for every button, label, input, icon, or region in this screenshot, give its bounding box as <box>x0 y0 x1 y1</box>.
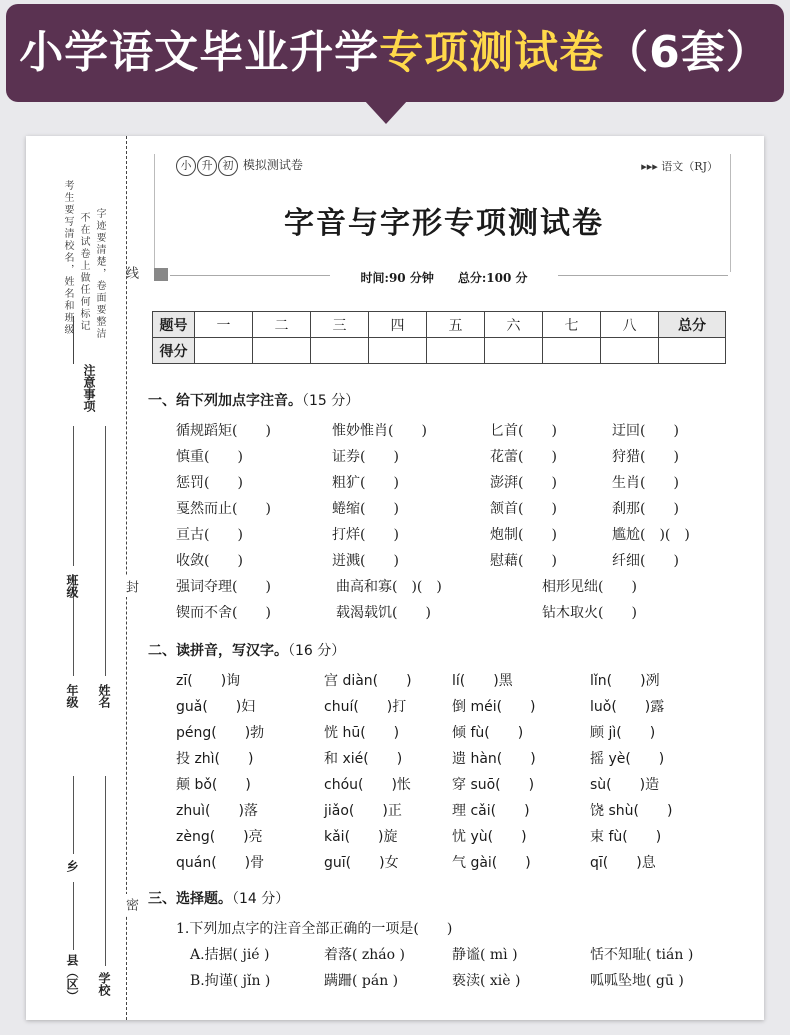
write-character-item[interactable]: 遗 hàn( ) <box>452 751 536 767</box>
col-8: 八 <box>601 312 659 338</box>
col-6: 六 <box>485 312 543 338</box>
write-character-item[interactable]: 理 cǎi( ) <box>452 803 530 819</box>
score-cell[interactable] <box>427 338 485 364</box>
write-character-item[interactable]: 顾 jì( ) <box>590 725 656 741</box>
township-field[interactable] <box>73 776 74 854</box>
banner-title-highlight: 专项测试卷 <box>379 27 605 78</box>
class-field[interactable] <box>73 426 74 566</box>
write-character-item[interactable]: 投 zhì( ) <box>176 751 254 767</box>
school-field[interactable] <box>105 776 106 966</box>
side-note-3: 字迹要清楚，卷面要整洁 <box>94 208 105 340</box>
write-character-item[interactable]: 倒 méi( ) <box>452 699 536 715</box>
choice-option-rowb-3: 呱呱坠地( gū ) <box>590 973 684 989</box>
score-table-header-row <box>153 312 726 338</box>
write-character-item[interactable]: sù( )造 <box>590 777 660 793</box>
write-character-item[interactable]: 和 xié( ) <box>324 751 403 767</box>
section-3-points: （14 分） <box>232 891 290 907</box>
line-mark: 线 <box>123 266 138 279</box>
score-table-score-row <box>153 338 726 364</box>
page-title: 字音与字形专项测试卷 <box>284 206 604 241</box>
section-2-heading: 二、读拼音，写汉字。 <box>148 643 288 659</box>
col-7: 七 <box>543 312 601 338</box>
county-field[interactable] <box>73 882 74 950</box>
write-character-item[interactable]: chuí( )打 <box>324 699 407 715</box>
section-3-title <box>148 888 289 908</box>
pinyin-annotation-item[interactable]: 尴尬( )( ) <box>612 527 690 543</box>
pinyin-annotation-item[interactable]: 打烊( ) <box>332 527 399 543</box>
score-cell[interactable] <box>369 338 427 364</box>
subject-label: ▸▸▸ 语文（RJ） <box>641 160 718 173</box>
county-label: 县（区） <box>65 954 79 1002</box>
series-char-2: 升 <box>197 156 217 176</box>
write-character-item[interactable]: guī( )女 <box>324 855 399 871</box>
score-cell[interactable] <box>543 338 601 364</box>
write-character-item[interactable]: zhuì( )落 <box>176 803 258 819</box>
write-character-item[interactable]: péng( )勃 <box>176 725 265 741</box>
section-3-heading: 三、选择题。 <box>148 891 232 907</box>
series-char-3: 初 <box>218 156 238 176</box>
write-character-item[interactable]: zèng( )亮 <box>176 829 263 845</box>
write-character-item[interactable]: 忧 yù( ) <box>452 829 527 845</box>
pinyin-annotation-item[interactable]: 证券( ) <box>332 449 399 465</box>
exam-paper <box>26 136 764 1020</box>
choice-option-rowa-0[interactable]: A.拮据( jié ) <box>190 947 270 963</box>
write-character-item[interactable]: 饶 shù( ) <box>590 803 673 819</box>
score-table <box>152 311 726 364</box>
pinyin-annotation-item[interactable]: 慰藉( ) <box>490 553 557 569</box>
notice-divider <box>73 316 74 364</box>
pinyin-annotation-item[interactable]: 狩猎( ) <box>612 449 679 465</box>
col-3: 三 <box>311 312 369 338</box>
banner-title-prefix: 小学语文毕业升学 <box>19 27 380 78</box>
pinyin-annotation-item[interactable]: 锲而不舍( ) <box>176 605 271 621</box>
pinyin-annotation-item[interactable]: 强词夺理( ) <box>176 579 271 595</box>
series-label <box>176 156 303 176</box>
pinyin-annotation-item[interactable]: 花蕾( ) <box>490 449 557 465</box>
mi-mark: 密 <box>121 894 140 915</box>
col-5: 五 <box>427 312 485 338</box>
pinyin-annotation-item[interactable]: 匕首( ) <box>490 423 557 439</box>
pinyin-annotation-item[interactable]: 粗犷( ) <box>332 475 399 491</box>
banner-title <box>6 4 784 102</box>
question-1: 1.下列加点字的注音全部正确的一项是( ) <box>176 921 453 937</box>
write-character-item[interactable]: 倾 fù( ) <box>452 725 524 741</box>
pinyin-annotation-item[interactable]: 颔首( ) <box>490 501 557 517</box>
write-character-item[interactable]: 气 gài( ) <box>452 855 531 871</box>
section-2-title <box>148 640 345 660</box>
write-character-item[interactable]: kǎi( )旋 <box>324 829 398 845</box>
pinyin-annotation-item[interactable]: 亘古( ) <box>176 527 243 543</box>
choice-option-rowa-2: 静谧( mì ) <box>452 947 518 963</box>
banner <box>6 4 784 102</box>
write-character-item[interactable]: jiǎo( )正 <box>324 803 402 819</box>
pinyin-annotation-item[interactable]: 惟妙惟肖( ) <box>332 423 427 439</box>
write-character-item[interactable]: zī( )询 <box>176 673 241 689</box>
pinyin-annotation-item[interactable]: 相形见绌( ) <box>542 579 637 595</box>
side-note-1: 考生要写清校名，姓名和班级 <box>62 180 73 336</box>
township-label: 乡 <box>65 860 79 872</box>
pinyin-annotation-item[interactable]: 炮制( ) <box>490 527 557 543</box>
pinyin-annotation-item[interactable]: 戛然而止( ) <box>176 501 271 517</box>
name-field[interactable] <box>105 426 106 676</box>
notice-label: 注意事项 <box>82 364 96 412</box>
pinyin-annotation-item[interactable]: 纤细( ) <box>612 553 679 569</box>
col-2: 二 <box>253 312 311 338</box>
pinyin-annotation-item[interactable]: 收敛( ) <box>176 553 243 569</box>
section-2-points: （16 分） <box>288 643 346 659</box>
class-label: 班级 <box>65 574 79 598</box>
write-character-item[interactable]: quán( )骨 <box>176 855 265 871</box>
banner-pointer <box>364 100 408 124</box>
write-character-item[interactable]: 束 fù( ) <box>590 829 662 845</box>
choice-option-rowa-3: 恬不知耻( tián ) <box>590 947 694 963</box>
write-character-item[interactable]: 恍 hū( ) <box>324 725 400 741</box>
pinyin-annotation-item[interactable]: 生肖( ) <box>612 475 679 491</box>
score-cell[interactable] <box>195 338 253 364</box>
banner-title-suffix: （6套） <box>604 27 771 78</box>
total-label: 总分 <box>659 312 726 338</box>
write-character-item[interactable]: luǒ( )露 <box>590 699 665 715</box>
write-character-item[interactable]: qī( )息 <box>590 855 656 871</box>
write-character-item[interactable]: 摇 yè( ) <box>590 751 665 767</box>
score-label: 得分 <box>153 338 195 364</box>
pinyin-annotation-item[interactable]: 曲高和寡( )( ) <box>336 579 442 595</box>
pinyin-annotation-item[interactable]: 澎湃( ) <box>490 475 557 491</box>
section-1-points: （15 分） <box>302 393 360 409</box>
choice-option-rowb-0[interactable]: B.拘谨( jǐn ) <box>190 973 271 989</box>
section-1-title <box>148 390 359 410</box>
section-1-heading: 一、给下列加点字注音。 <box>148 393 302 409</box>
seal-mark: 封 <box>121 576 140 597</box>
series-char-1: 小 <box>176 156 196 176</box>
total-score-cell[interactable] <box>659 338 726 364</box>
score-cell[interactable] <box>253 338 311 364</box>
write-character-item[interactable]: 宫 diàn( ) <box>324 673 412 689</box>
school-label: 学校 <box>97 972 111 996</box>
pinyin-annotation-item[interactable]: 惩罚( ) <box>176 475 243 491</box>
write-character-item[interactable]: 颠 bǒ( ) <box>176 777 251 793</box>
time-and-score: 时间:90 分钟 总分:100 分 <box>360 271 528 285</box>
write-character-item[interactable]: guǎ( )妇 <box>176 699 256 715</box>
pinyin-annotation-item[interactable]: 蜷缩( ) <box>332 501 399 517</box>
score-cell[interactable] <box>311 338 369 364</box>
pinyin-annotation-item[interactable]: 钻木取火( ) <box>542 605 637 621</box>
pinyin-annotation-item[interactable]: 载渴载饥( ) <box>336 605 431 621</box>
write-character-item[interactable]: chóu( )怅 <box>324 777 411 793</box>
col-4: 四 <box>369 312 427 338</box>
grade-label: 年级 <box>65 684 79 708</box>
pinyin-annotation-item[interactable]: 循规蹈矩( ) <box>176 423 271 439</box>
col-1: 一 <box>195 312 253 338</box>
side-note-2: 不在试卷上做任何标记 <box>78 212 89 332</box>
pinyin-annotation-item[interactable]: 刹那( ) <box>612 501 679 517</box>
pinyin-annotation-item[interactable]: 慎重( ) <box>176 449 243 465</box>
pinyin-annotation-item[interactable]: 迸溅( ) <box>332 553 399 569</box>
name-label: 姓名 <box>97 684 111 708</box>
write-character-item[interactable]: 穿 suō( ) <box>452 777 535 793</box>
pinyin-annotation-item[interactable]: 迂回( ) <box>612 423 679 439</box>
choice-option-rowb-1: 蹒跚( pán ) <box>324 973 399 989</box>
choice-option-rowa-1: 着落( zháo ) <box>324 947 405 963</box>
question-number-label: 题号 <box>153 312 195 338</box>
score-cell[interactable] <box>601 338 659 364</box>
series-text: 模拟测试卷 <box>242 158 303 172</box>
choice-option-rowb-2: 亵渎( xiè ) <box>452 973 521 989</box>
write-character-item[interactable]: lí( )黑 <box>452 673 513 689</box>
write-character-item[interactable]: lǐn( )冽 <box>590 673 660 689</box>
score-cell[interactable] <box>485 338 543 364</box>
